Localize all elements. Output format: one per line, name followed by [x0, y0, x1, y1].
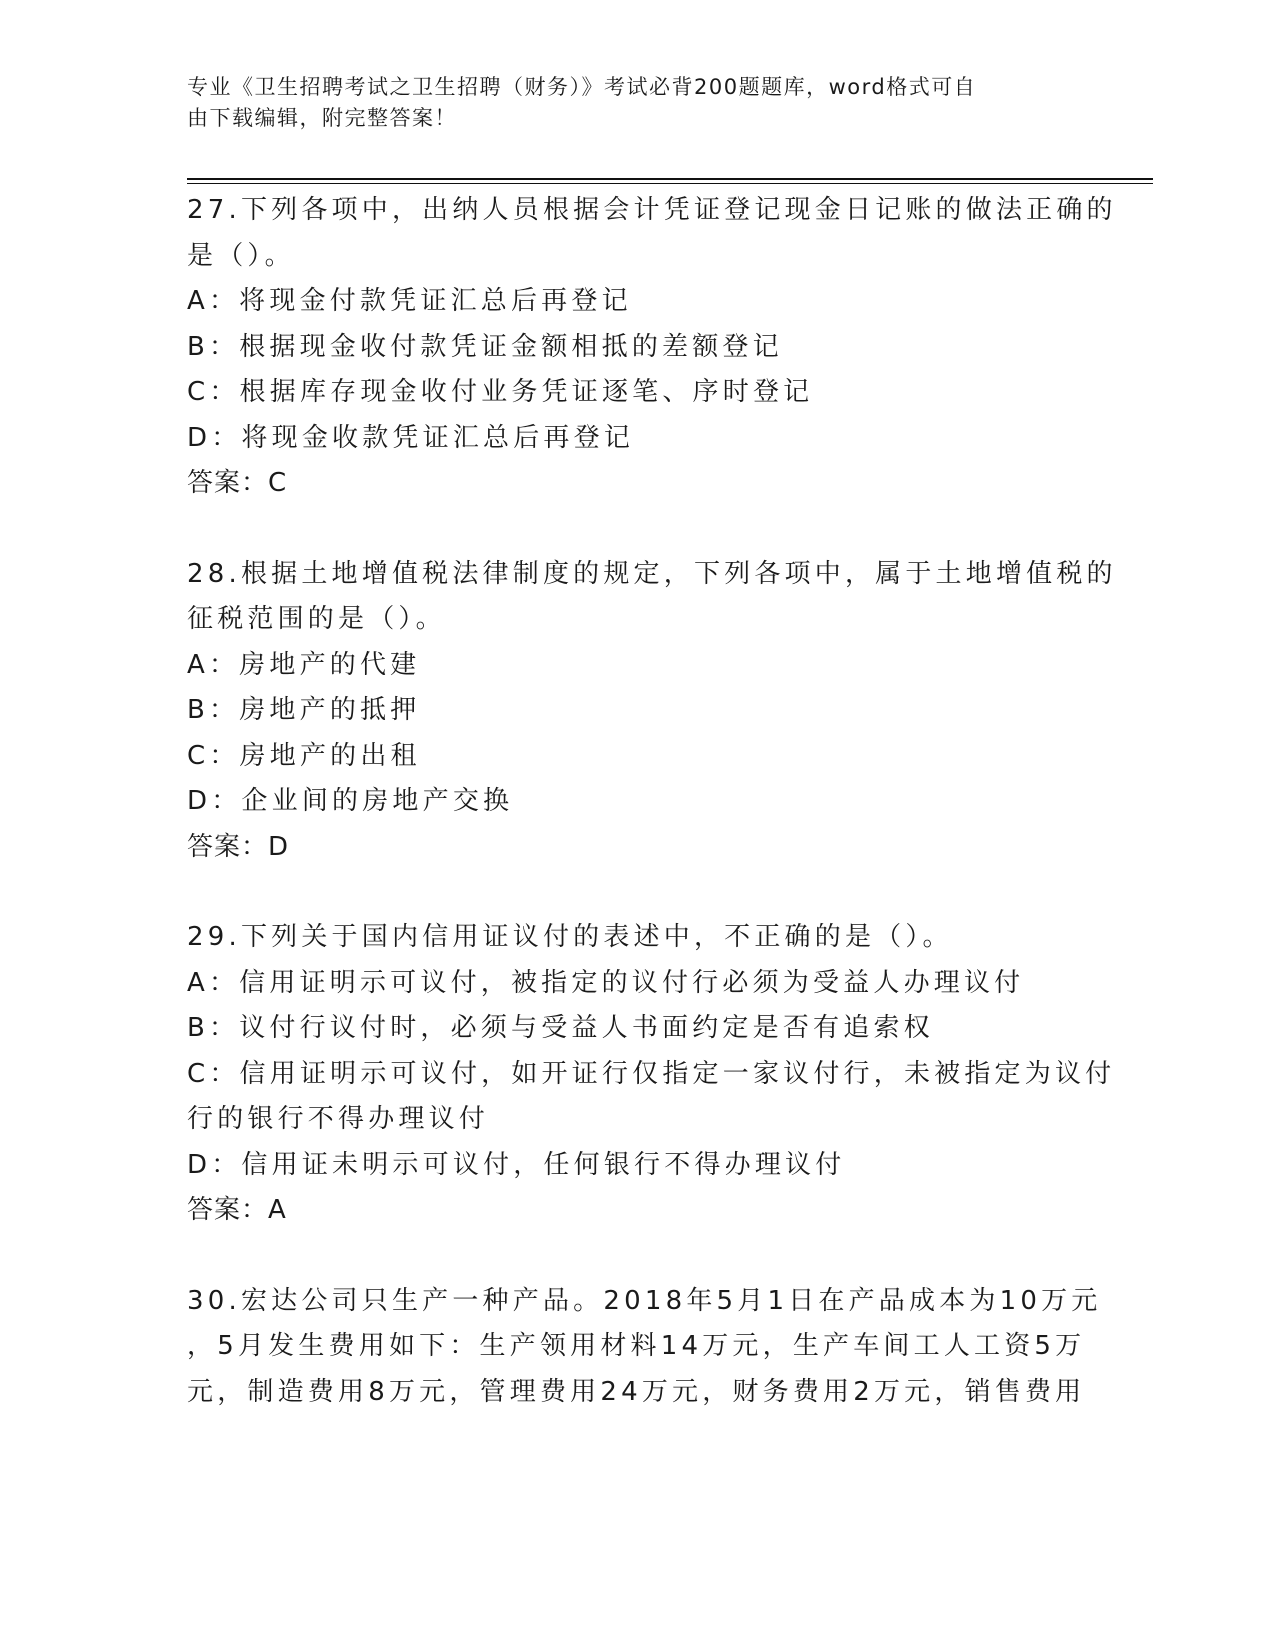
question-30 — [187, 1279, 1102, 1416]
question-option: C：房地产的出租 — [187, 740, 421, 771]
question-answer: 答案：C — [187, 468, 288, 498]
question-option: B：议付行议付时，必须与受益人书面约定是否有追索权 — [187, 1013, 934, 1043]
header-line-2: 由下载编辑，附完整答案！ — [187, 106, 457, 130]
header-divider-thick — [187, 178, 1153, 180]
question-option: D：将现金收款凭证汇总后再登记 — [187, 422, 635, 453]
question-option: D：信用证未明示可议付，任何银行不得办理议付 — [187, 1149, 846, 1180]
question-option: B：房地产的抵押 — [187, 695, 421, 725]
header-line-1: 专业《卫生招聘考试之卫生招聘（财务）》考试必背200题题库，word格式可自 — [187, 75, 977, 99]
document-header — [187, 72, 1067, 134]
question-option: C：根据库存现金收付业务凭证逐笔、序时登记 — [187, 377, 814, 407]
question-stem-line: ，5月发生费用如下：生产领用材料14万元，生产车间工人工资5万 — [187, 1331, 1086, 1361]
question-stem-line: 是（）。 — [187, 240, 295, 271]
question-option: B：根据现金收付款凭证金额相抵的差额登记 — [187, 331, 783, 362]
question-answer: 答案：A — [187, 1195, 287, 1225]
question-option: A：信用证明示可议付，被指定的议付行必须为受益人办理议付 — [187, 967, 1025, 998]
question-option: A：将现金付款凭证汇总后再登记 — [187, 286, 632, 316]
question-list — [187, 188, 1117, 1460]
question-option: C：信用证明示可议付，如开证行仅指定一家议付行，未被指定为议付 — [187, 1058, 1116, 1089]
question-stem-line: 元，制造费用8万元，管理费用24万元，财务费用2万元，销售费用 — [187, 1376, 1086, 1407]
question-stem-line: 29.下列关于国内信用证议付的表述中，不正确的是（）。 — [187, 922, 953, 952]
question-option: A：房地产的代建 — [187, 649, 421, 680]
question-stem-line: 30.宏达公司只生产一种产品。2018年5月1日在产品成本为10万元 — [187, 1285, 1102, 1316]
question-answer: 答案：D — [187, 831, 290, 862]
question-stem-line: 28.根据土地增值税法律制度的规定，下列各项中，属于土地增值税的 — [187, 558, 1117, 589]
question-stem-line: 征税范围的是（）。 — [187, 604, 446, 634]
question-option: 行的银行不得办理议付 — [187, 1104, 490, 1134]
question-29 — [187, 915, 1116, 1234]
question-27 — [187, 188, 1117, 507]
header-divider-thin — [187, 183, 1153, 184]
question-option: D：企业间的房地产交换 — [187, 786, 514, 816]
question-stem-line: 27.下列各项中，出纳人员根据会计凭证登记现金日记账的做法正确的 — [187, 195, 1117, 225]
question-28 — [187, 552, 1117, 871]
